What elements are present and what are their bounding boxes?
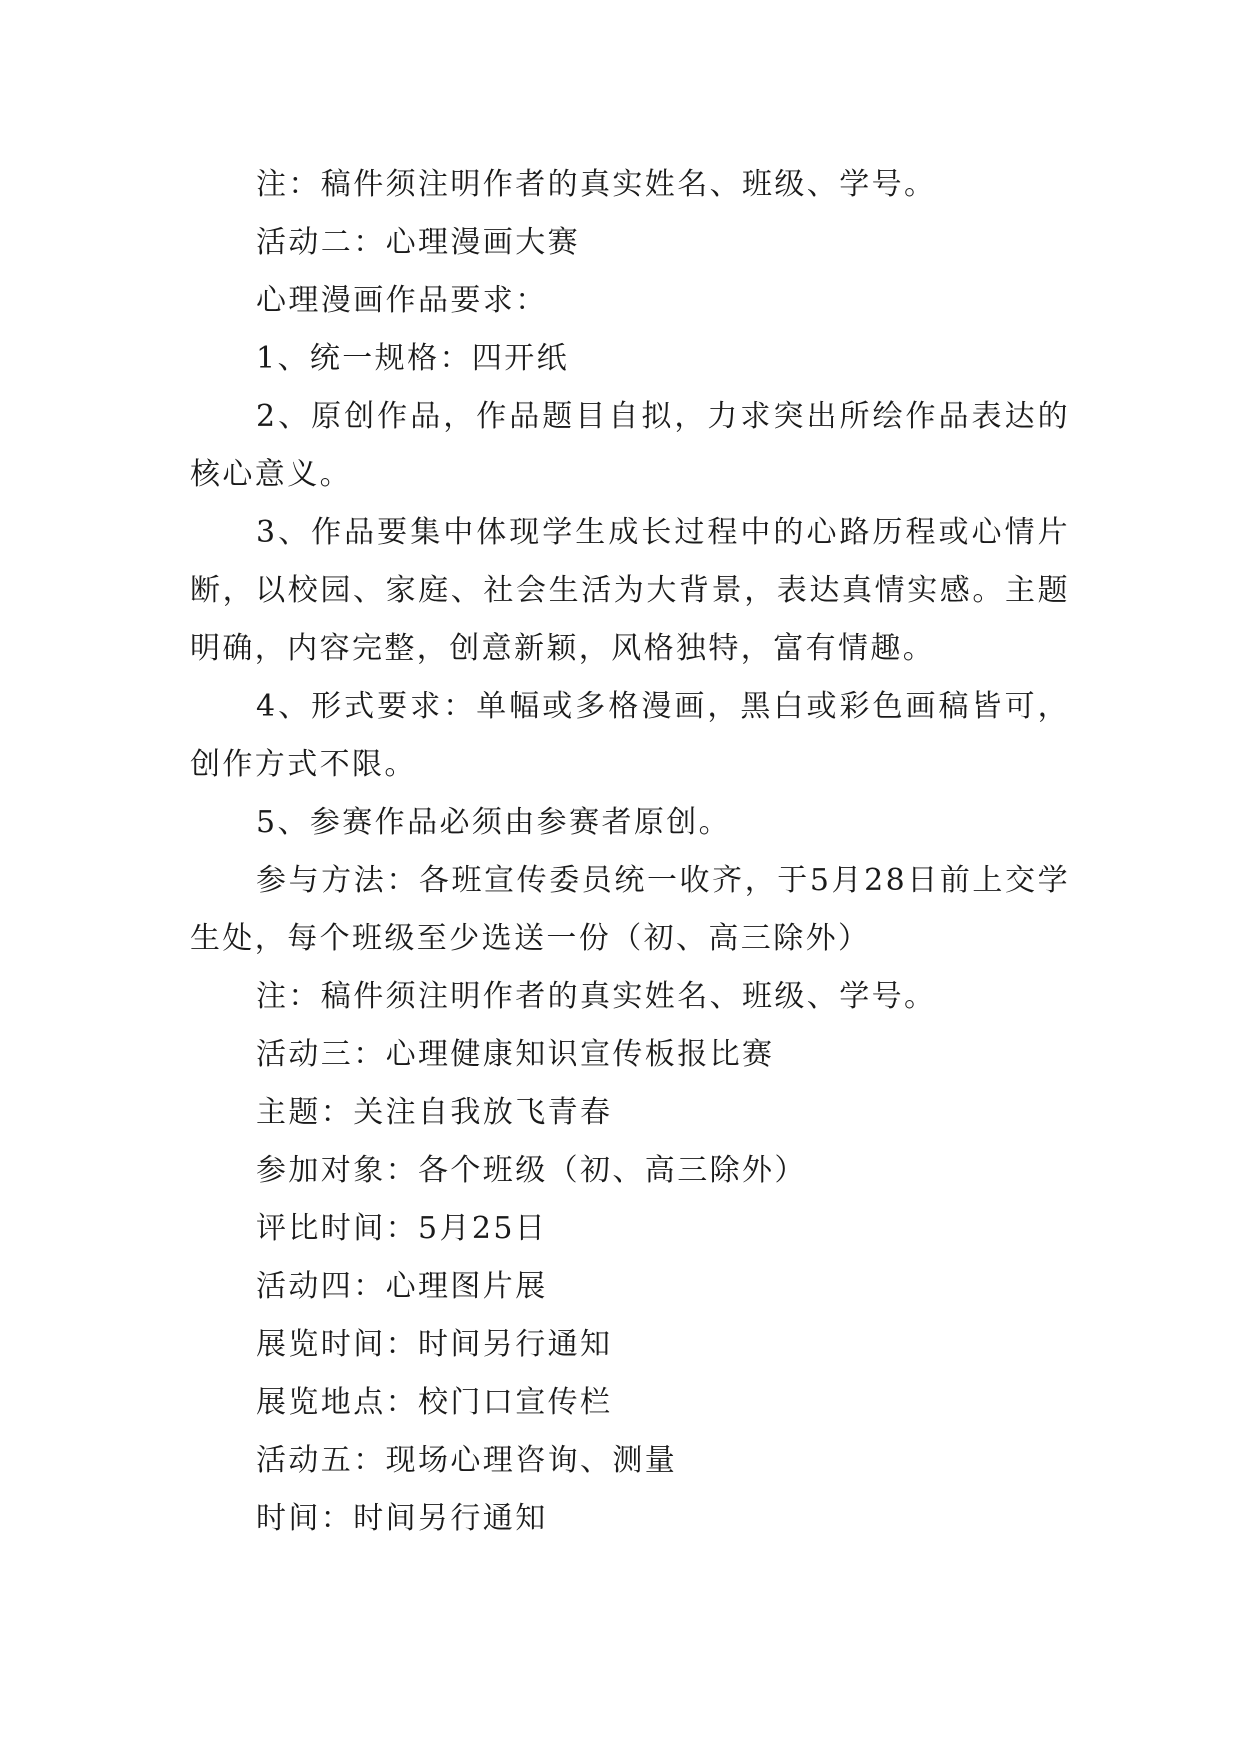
paragraph-judging-date: 评比时间：5月25日 (256, 1211, 548, 1246)
paragraph-activity-5-title: 活动五：现场心理咨询、测量 (256, 1443, 678, 1478)
paragraph-participation-method: 参与方法：各班宣传委员统一收齐，于5月28日前上交学生处，每个班级至少选送一份（初、高三除外） (190, 863, 1070, 956)
document-body (190, 156, 1070, 1548)
paragraph-requirement-5: 5、参赛作品必须由参赛者原创。 (256, 805, 732, 840)
paragraph-exhibition-time: 展览时间：时间另行通知 (256, 1327, 613, 1362)
paragraph-participants: 参加对象：各个班级（初、高三除外） (256, 1153, 807, 1188)
paragraph-requirement-1: 1、统一规格：四开纸 (256, 341, 570, 376)
paragraph-requirement-3: 3、作品要集中体现学生成长过程中的心路历程或心情片断，以校园、家庭、社会生活为大背景，表达真情实感。主题明确，内容完整，创意新颖，风格独特，富有情趣。 (190, 515, 1070, 666)
paragraph-activity-2-title: 活动二：心理漫画大赛 (256, 225, 580, 260)
paragraph-activity-3-title: 活动三：心理健康知识宣传板报比赛 (256, 1037, 775, 1072)
paragraph-note-1: 注：稿件须注明作者的真实姓名、班级、学号。 (256, 167, 937, 202)
paragraph-note-2: 注：稿件须注明作者的真实姓名、班级、学号。 (256, 979, 937, 1014)
paragraph-time: 时间：时间另行通知 (256, 1501, 548, 1536)
paragraph-requirement-2: 2、原创作品，作品题目自拟，力求突出所绘作品表达的核心意义。 (190, 399, 1070, 492)
paragraph-comic-requirements-heading: 心理漫画作品要求： (256, 283, 548, 318)
paragraph-theme: 主题：关注自我放飞青春 (256, 1095, 613, 1130)
paragraph-requirement-4: 4、形式要求：单幅或多格漫画，黑白或彩色画稿皆可，创作方式不限。 (190, 689, 1070, 782)
paragraph-activity-4-title: 活动四：心理图片展 (256, 1269, 548, 1304)
paragraph-exhibition-location: 展览地点：校门口宣传栏 (256, 1385, 613, 1420)
